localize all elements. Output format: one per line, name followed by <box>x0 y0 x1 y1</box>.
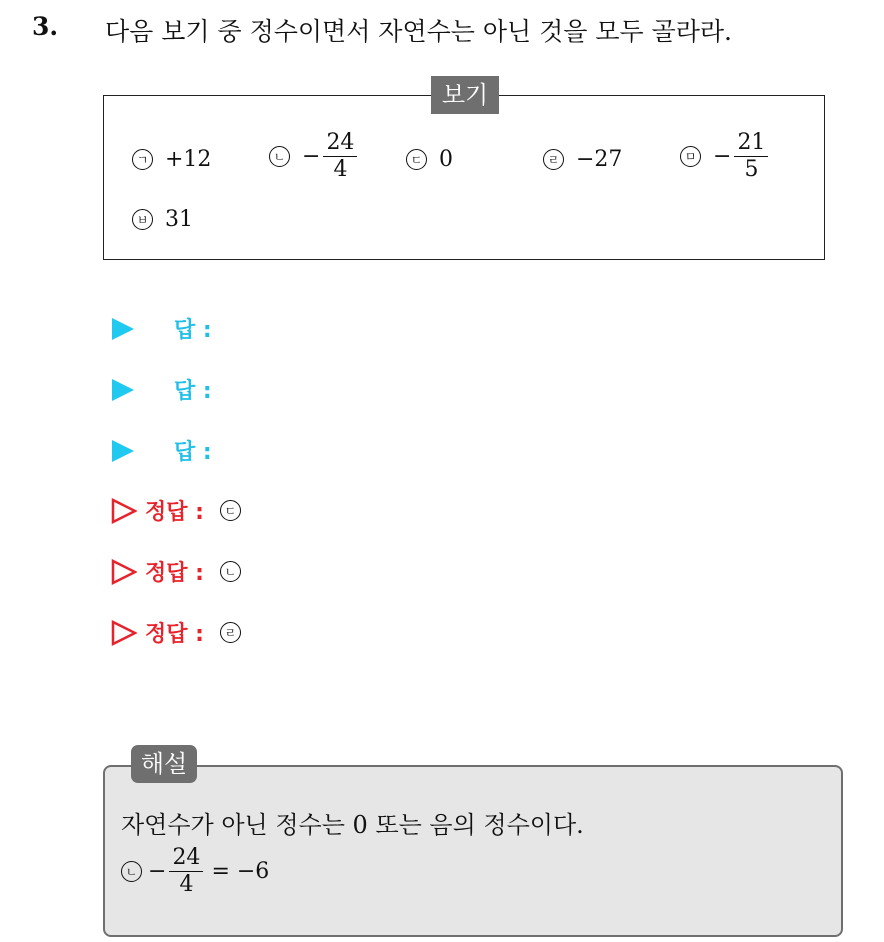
answer-label: 답 : <box>174 318 212 343</box>
item-value: −27 <box>576 147 623 172</box>
bogi-item-6 <box>132 207 193 232</box>
fraction <box>323 130 357 183</box>
correct-answer-label: 정답 : <box>145 622 204 647</box>
explanation-equation <box>121 845 269 898</box>
bogi-label: 보기 <box>431 76 499 114</box>
circled-marker: ㅂ <box>132 209 153 230</box>
item-value: 0 <box>439 147 453 172</box>
item-value: 31 <box>165 207 193 232</box>
play-outline-icon <box>111 620 137 646</box>
bogi-item-2 <box>269 130 357 183</box>
bogi-item-1 <box>132 147 211 172</box>
equation-sign: − <box>148 859 167 884</box>
circled-marker: ㄴ <box>220 561 241 582</box>
bogi-item-3 <box>406 147 453 172</box>
numerator: 21 <box>734 130 768 157</box>
fraction <box>734 130 768 183</box>
answer-label: 답 : <box>174 440 212 465</box>
denominator: 4 <box>179 872 194 897</box>
play-icon <box>112 440 134 462</box>
numerator: 24 <box>169 845 203 872</box>
circled-marker: ㄱ <box>132 149 153 170</box>
answer-row <box>112 435 212 466</box>
correct-answer-label: 정답 : <box>145 500 204 525</box>
play-outline-icon <box>111 559 137 585</box>
explanation-label: 해설 <box>131 745 197 783</box>
circled-marker: ㄹ <box>220 622 241 643</box>
equation-result: = −6 <box>211 859 270 884</box>
bogi-item-5 <box>680 130 768 183</box>
explanation-text: 자연수가 아닌 정수는 0 또는 음의 정수이다. <box>121 811 584 839</box>
fraction <box>169 845 203 898</box>
play-icon <box>112 318 134 340</box>
correct-answer-row <box>111 617 253 648</box>
answer-label: 답 : <box>174 379 212 404</box>
item-value: +12 <box>165 147 212 172</box>
item-sign: − <box>302 144 321 169</box>
denominator: 4 <box>333 157 348 182</box>
circled-marker: ㄷ <box>406 149 427 170</box>
circled-marker: ㅁ <box>680 146 701 167</box>
numerator: 24 <box>323 130 357 157</box>
answer-row <box>112 313 212 344</box>
circled-marker: ㄴ <box>121 861 142 882</box>
denominator: 5 <box>744 157 759 182</box>
correct-answer-row <box>111 556 253 587</box>
answer-row <box>112 374 212 405</box>
correct-answer-label: 정답 : <box>145 561 204 586</box>
question-text: 다음 보기 중 정수이면서 자연수는 아닌 것을 모두 골라라. <box>105 17 732 46</box>
circled-marker: ㄴ <box>269 146 290 167</box>
bogi-item-4 <box>543 147 622 172</box>
circled-marker: ㄷ <box>220 500 241 521</box>
question-number: 3. <box>32 12 59 41</box>
circled-marker: ㄹ <box>543 149 564 170</box>
play-outline-icon <box>111 498 137 524</box>
play-icon <box>112 379 134 401</box>
correct-answer-row <box>111 495 253 526</box>
item-sign: − <box>713 144 732 169</box>
